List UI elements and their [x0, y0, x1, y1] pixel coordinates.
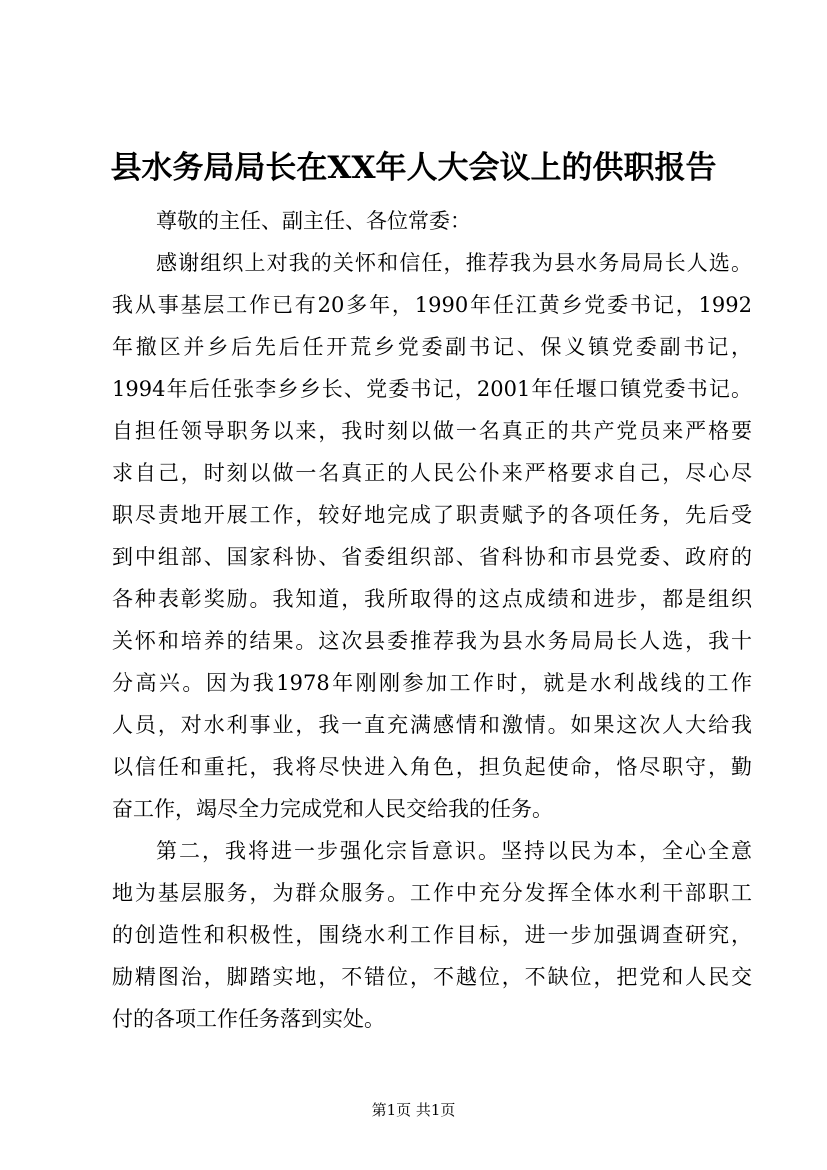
text-line: 感谢组织上对我的关怀和信任，推荐我为县水务局局长人选。 [156, 251, 752, 275]
text-line: 求自己，时刻以做一名真正的人民公仆来严格要求自己，尽心尽 [112, 461, 752, 485]
text-line: 1994年后任张李乡乡长、党委书记，2001年任堰口镇党委书记。 [112, 377, 752, 401]
text-line: 职尽责地开展工作，较好地完成了职责赋予的各项任务，先后受 [112, 503, 752, 527]
body-paragraph-1 [112, 242, 752, 830]
text-line: 励精图治，脚踏实地，不错位，不越位，不缺位，把党和人民交 [112, 965, 752, 989]
text-line: 到中组部、国家科协、省委组织部、省科协和市县党委、政府的 [112, 545, 752, 569]
body-paragraph-2 [112, 830, 752, 1040]
document-title: 县水务局局长在XX年人大会议上的供职报告 [110, 150, 717, 186]
text-line: 的创造性和积极性，围绕水利工作目标，进一步加强调查研究， [112, 923, 752, 947]
text-line: 以信任和重托，我将尽快进入角色，担负起使命，恪尽职守，勤 [112, 755, 752, 779]
page-footer: 第1页 共1页 [371, 1101, 456, 1119]
text-line: 第二，我将进一步强化宗旨意识。坚持以民为本，全心全意 [156, 839, 752, 863]
text-line: 地为基层服务，为群众服务。工作中充分发挥全体水利干部职工 [112, 881, 752, 905]
text-line: 人员，对水利事业，我一直充满感情和激情。如果这次人大给我 [112, 713, 752, 737]
text-line: 年撤区并乡后先后任开荒乡党委副书记、保义镇党委副书记， [112, 335, 752, 359]
document-body [112, 200, 752, 1040]
text-line: 关怀和培养的结果。这次县委推荐我为县水务局局长人选，我十 [112, 629, 752, 653]
text-line: 我从事基层工作已有20多年，1990年任江黄乡党委书记，1992 [112, 293, 752, 317]
text-line: 付的各项工作任务落到实处。 [112, 1007, 385, 1031]
salutation-paragraph [112, 200, 752, 242]
text-line: 各种表彰奖励。我知道，我所取得的这点成绩和进步，都是组织 [112, 587, 752, 611]
text-line: 奋工作，竭尽全力完成党和人民交给我的任务。 [112, 797, 553, 821]
text-line: 尊敬的主任、副主任、各位常委： [156, 209, 471, 233]
text-line: 分高兴。因为我1978年刚刚参加工作时，就是水利战线的工作 [112, 671, 752, 695]
text-line: 自担任领导职务以来，我时刻以做一名真正的共产党员来严格要 [112, 419, 752, 443]
